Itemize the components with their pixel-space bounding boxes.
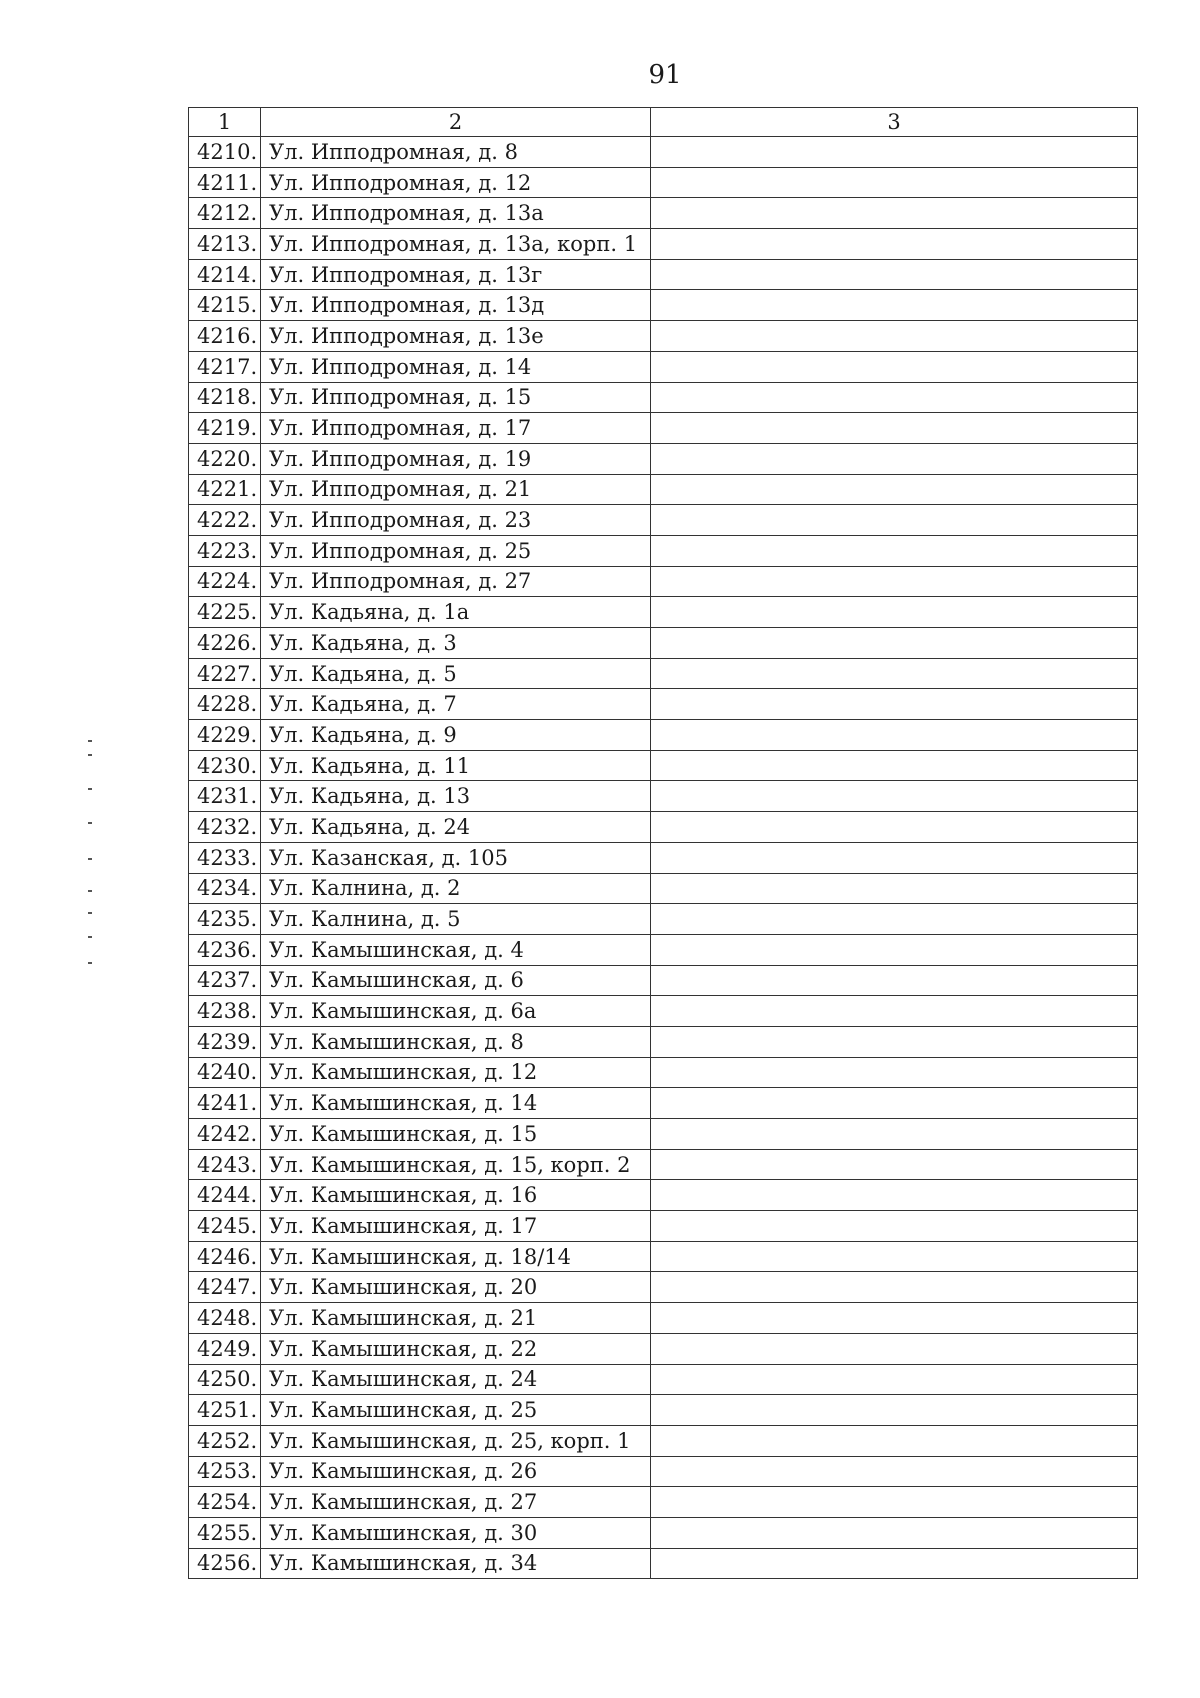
row-address: Ул. Ипподромная, д. 19 <box>261 443 651 474</box>
row-number: 4222. <box>189 505 261 536</box>
row-address: Ул. Камышинская, д. 20 <box>261 1272 651 1303</box>
row-number: 4248. <box>189 1303 261 1334</box>
row-address: Ул. Ипподромная, д. 13е <box>261 321 651 352</box>
table-row <box>189 658 1138 689</box>
header-col-1: 1 <box>189 108 261 137</box>
row-col-3 <box>651 1088 1138 1119</box>
table-row <box>189 1333 1138 1364</box>
row-address: Ул. Кадьяна, д. 1а <box>261 597 651 628</box>
row-number: 4221. <box>189 474 261 505</box>
row-col-3 <box>651 750 1138 781</box>
table-row <box>189 1456 1138 1487</box>
row-col-3 <box>651 1333 1138 1364</box>
row-number: 4210. <box>189 137 261 168</box>
row-number: 4256. <box>189 1548 261 1579</box>
table-row <box>189 198 1138 229</box>
row-number: 4255. <box>189 1517 261 1548</box>
row-col-3 <box>651 1026 1138 1057</box>
row-address: Ул. Камышинская, д. 30 <box>261 1517 651 1548</box>
row-col-3 <box>651 443 1138 474</box>
row-number: 4211. <box>189 167 261 198</box>
row-col-3 <box>651 1548 1138 1579</box>
row-col-3 <box>651 535 1138 566</box>
table-row <box>189 351 1138 382</box>
table-row <box>189 904 1138 935</box>
row-address: Ул. Камышинская, д. 6 <box>261 965 651 996</box>
row-address: Ул. Ипподромная, д. 25 <box>261 535 651 566</box>
row-address: Ул. Камышинская, д. 16 <box>261 1180 651 1211</box>
row-col-3 <box>651 996 1138 1027</box>
row-number: 4240. <box>189 1057 261 1088</box>
row-number: 4239. <box>189 1026 261 1057</box>
row-number: 4214. <box>189 259 261 290</box>
table-row <box>189 1364 1138 1395</box>
row-number: 4235. <box>189 904 261 935</box>
row-col-3 <box>651 965 1138 996</box>
row-address: Ул. Ипподромная, д. 17 <box>261 413 651 444</box>
row-number: 4217. <box>189 351 261 382</box>
row-number: 4249. <box>189 1333 261 1364</box>
table-row <box>189 443 1138 474</box>
row-address: Ул. Камышинская, д. 34 <box>261 1548 651 1579</box>
row-number: 4237. <box>189 965 261 996</box>
table-row <box>189 1395 1138 1426</box>
row-col-3 <box>651 137 1138 168</box>
table-row <box>189 413 1138 444</box>
row-col-3 <box>651 1149 1138 1180</box>
row-col-3 <box>651 413 1138 444</box>
row-address: Ул. Камышинская, д. 27 <box>261 1487 651 1518</box>
row-col-3 <box>651 351 1138 382</box>
row-address: Ул. Ипподромная, д. 15 <box>261 382 651 413</box>
row-number: 4228. <box>189 689 261 720</box>
table-row <box>189 628 1138 659</box>
row-col-3 <box>651 904 1138 935</box>
table-row <box>189 781 1138 812</box>
table-row <box>189 137 1138 168</box>
row-number: 4254. <box>189 1487 261 1518</box>
row-number: 4224. <box>189 566 261 597</box>
table-row <box>189 1425 1138 1456</box>
table-row <box>189 259 1138 290</box>
row-col-3 <box>651 566 1138 597</box>
row-address: Ул. Камышинская, д. 25, корп. 1 <box>261 1425 651 1456</box>
table-row <box>189 965 1138 996</box>
row-number: 4242. <box>189 1119 261 1150</box>
row-address: Ул. Камышинская, д. 17 <box>261 1211 651 1242</box>
table-row <box>189 1303 1138 1334</box>
row-number: 4220. <box>189 443 261 474</box>
row-address: Ул. Камышинская, д. 24 <box>261 1364 651 1395</box>
table-row <box>189 689 1138 720</box>
row-address: Ул. Кадьяна, д. 5 <box>261 658 651 689</box>
header-col-3: 3 <box>651 108 1138 137</box>
row-address: Ул. Камышинская, д. 26 <box>261 1456 651 1487</box>
row-number: 4231. <box>189 781 261 812</box>
row-address: Ул. Кадьяна, д. 7 <box>261 689 651 720</box>
row-number: 4244. <box>189 1180 261 1211</box>
table-row <box>189 474 1138 505</box>
row-col-3 <box>651 1425 1138 1456</box>
row-address: Ул. Камышинская, д. 18/14 <box>261 1241 651 1272</box>
row-address: Ул. Камышинская, д. 6а <box>261 996 651 1027</box>
row-number: 4234. <box>189 873 261 904</box>
row-col-3 <box>651 229 1138 260</box>
table-row <box>189 1517 1138 1548</box>
table-row <box>189 505 1138 536</box>
row-col-3 <box>651 1057 1138 1088</box>
row-col-3 <box>651 1303 1138 1334</box>
table-row <box>189 720 1138 751</box>
row-number: 4213. <box>189 229 261 260</box>
row-col-3 <box>651 934 1138 965</box>
row-address: Ул. Ипподромная, д. 23 <box>261 505 651 536</box>
row-number: 4225. <box>189 597 261 628</box>
row-col-3 <box>651 167 1138 198</box>
table-row <box>189 873 1138 904</box>
row-address: Ул. Камышинская, д. 15, корп. 2 <box>261 1149 651 1180</box>
table-row <box>189 321 1138 352</box>
row-col-3 <box>651 873 1138 904</box>
table-row <box>189 597 1138 628</box>
row-number: 4246. <box>189 1241 261 1272</box>
table-row <box>189 1241 1138 1272</box>
table-row <box>189 1119 1138 1150</box>
row-number: 4236. <box>189 934 261 965</box>
row-col-3 <box>651 1517 1138 1548</box>
row-col-3 <box>651 1395 1138 1426</box>
page-number: 91 <box>648 60 682 90</box>
row-col-3 <box>651 198 1138 229</box>
row-col-3 <box>651 658 1138 689</box>
row-number: 4252. <box>189 1425 261 1456</box>
row-col-3 <box>651 1456 1138 1487</box>
table-row <box>189 1026 1138 1057</box>
row-number: 4230. <box>189 750 261 781</box>
table-row <box>189 1272 1138 1303</box>
row-address: Ул. Камышинская, д. 4 <box>261 934 651 965</box>
row-number: 4218. <box>189 382 261 413</box>
table-row <box>189 1149 1138 1180</box>
row-address: Ул. Камышинская, д. 12 <box>261 1057 651 1088</box>
row-number: 4238. <box>189 996 261 1027</box>
row-col-3 <box>651 1241 1138 1272</box>
row-address: Ул. Ипподромная, д. 27 <box>261 566 651 597</box>
margin-marks <box>88 740 98 980</box>
row-number: 4251. <box>189 1395 261 1426</box>
table-row <box>189 1487 1138 1518</box>
row-address: Ул. Кадьяна, д. 24 <box>261 812 651 843</box>
row-address: Ул. Ипподромная, д. 8 <box>261 137 651 168</box>
row-address: Ул. Кадьяна, д. 3 <box>261 628 651 659</box>
table-row <box>189 566 1138 597</box>
row-number: 4215. <box>189 290 261 321</box>
row-col-3 <box>651 812 1138 843</box>
row-number: 4226. <box>189 628 261 659</box>
row-address: Ул. Кадьяна, д. 11 <box>261 750 651 781</box>
row-address: Ул. Ипподромная, д. 13а <box>261 198 651 229</box>
row-col-3 <box>651 259 1138 290</box>
row-number: 4245. <box>189 1211 261 1242</box>
row-address: Ул. Калнина, д. 2 <box>261 873 651 904</box>
row-col-3 <box>651 842 1138 873</box>
row-col-3 <box>651 1487 1138 1518</box>
row-address: Ул. Ипподромная, д. 14 <box>261 351 651 382</box>
row-address: Ул. Камышинская, д. 15 <box>261 1119 651 1150</box>
table-row <box>189 1180 1138 1211</box>
row-col-3 <box>651 1211 1138 1242</box>
row-col-3 <box>651 1364 1138 1395</box>
row-address: Ул. Казанская, д. 105 <box>261 842 651 873</box>
row-number: 4253. <box>189 1456 261 1487</box>
row-address: Ул. Кадьяна, д. 9 <box>261 720 651 751</box>
row-col-3 <box>651 689 1138 720</box>
row-address: Ул. Ипподромная, д. 13г <box>261 259 651 290</box>
header-col-2: 2 <box>261 108 651 137</box>
table-header-row <box>189 108 1138 137</box>
table-row <box>189 290 1138 321</box>
row-number: 4233. <box>189 842 261 873</box>
row-address: Ул. Ипподромная, д. 12 <box>261 167 651 198</box>
table-row <box>189 229 1138 260</box>
table-row <box>189 996 1138 1027</box>
table-row <box>189 842 1138 873</box>
row-address: Ул. Ипподромная, д. 13а, корп. 1 <box>261 229 651 260</box>
row-address: Ул. Камышинская, д. 14 <box>261 1088 651 1119</box>
table-row <box>189 1548 1138 1579</box>
row-number: 4247. <box>189 1272 261 1303</box>
row-address: Ул. Камышинская, д. 22 <box>261 1333 651 1364</box>
row-col-3 <box>651 628 1138 659</box>
row-address: Ул. Камышинская, д. 8 <box>261 1026 651 1057</box>
row-number: 4229. <box>189 720 261 751</box>
row-address: Ул. Камышинская, д. 25 <box>261 1395 651 1426</box>
row-number: 4241. <box>189 1088 261 1119</box>
row-col-3 <box>651 1119 1138 1150</box>
row-number: 4243. <box>189 1149 261 1180</box>
row-number: 4216. <box>189 321 261 352</box>
row-number: 4250. <box>189 1364 261 1395</box>
row-address: Ул. Камышинская, д. 21 <box>261 1303 651 1334</box>
row-number: 4223. <box>189 535 261 566</box>
row-col-3 <box>651 1180 1138 1211</box>
table-row <box>189 1211 1138 1242</box>
row-col-3 <box>651 1272 1138 1303</box>
row-number: 4212. <box>189 198 261 229</box>
row-col-3 <box>651 720 1138 751</box>
row-address: Ул. Ипподромная, д. 21 <box>261 474 651 505</box>
row-col-3 <box>651 781 1138 812</box>
row-col-3 <box>651 382 1138 413</box>
table-row <box>189 750 1138 781</box>
row-address: Ул. Кадьяна, д. 13 <box>261 781 651 812</box>
table-row <box>189 1057 1138 1088</box>
address-table <box>188 107 1138 1579</box>
table-body <box>189 137 1138 1579</box>
row-number: 4219. <box>189 413 261 444</box>
row-col-3 <box>651 321 1138 352</box>
table-row <box>189 934 1138 965</box>
row-col-3 <box>651 474 1138 505</box>
row-number: 4227. <box>189 658 261 689</box>
row-col-3 <box>651 597 1138 628</box>
table-row <box>189 535 1138 566</box>
table-row <box>189 1088 1138 1119</box>
row-col-3 <box>651 505 1138 536</box>
table-row <box>189 382 1138 413</box>
row-address: Ул. Калнина, д. 5 <box>261 904 651 935</box>
row-address: Ул. Ипподромная, д. 13д <box>261 290 651 321</box>
table-row <box>189 812 1138 843</box>
row-col-3 <box>651 290 1138 321</box>
row-number: 4232. <box>189 812 261 843</box>
table-row <box>189 167 1138 198</box>
